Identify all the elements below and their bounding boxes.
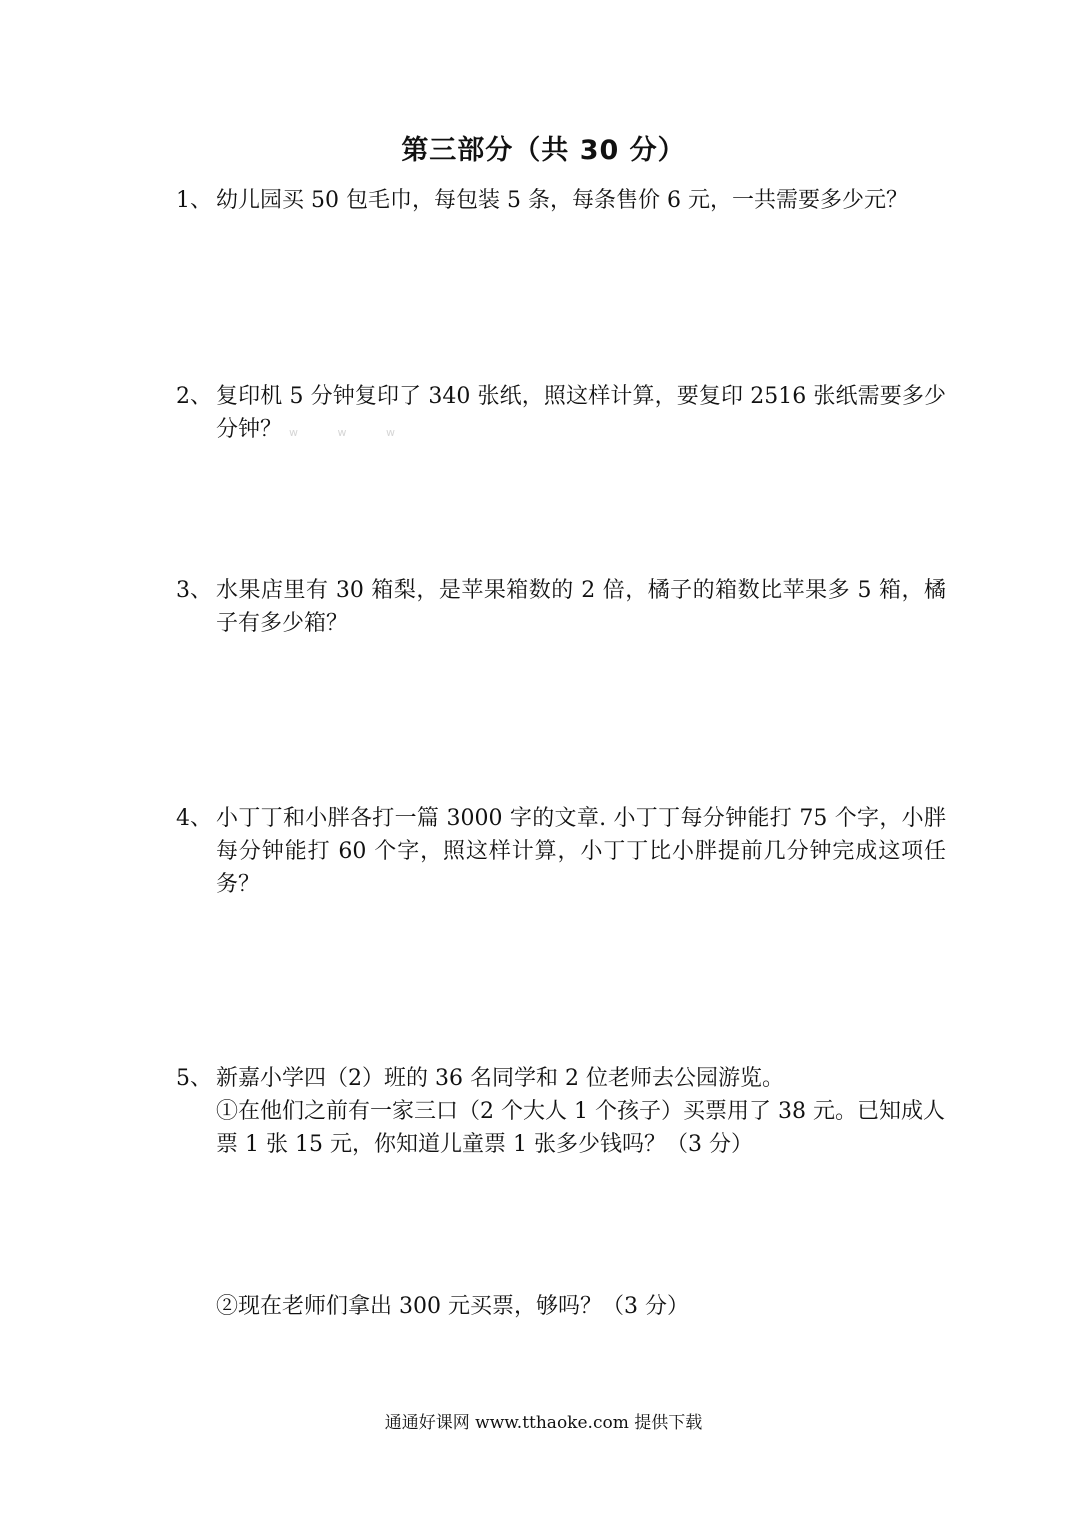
question-4 <box>176 802 946 901</box>
question-number: 2、 <box>176 384 212 409</box>
question-text-content: 复印机 5 分钟复印了 340 张纸，照这样计算，要复印 2516 张纸需要多少分钟？ <box>216 384 946 442</box>
question-number: 5、 <box>176 1066 212 1091</box>
page-footer: 通通好课网 www.tthaoke.com 提供下载 <box>384 1413 703 1433</box>
page-title: 第三部分（共 30 分） <box>401 135 686 166</box>
question-text: 水果店里有 30 箱梨，是苹果箱数的 2 倍，橘子的箱数比苹果多 5 箱，橘子有多少箱？ <box>216 578 946 636</box>
question-text: 新嘉小学四（2）班的 36 名同学和 2 位老师去公园游览。 <box>216 1066 784 1091</box>
question-number: 1、 <box>176 188 212 213</box>
question-number: 3、 <box>176 578 212 603</box>
question-1 <box>176 184 946 217</box>
faint-watermark: w w w <box>289 426 413 439</box>
question-5 <box>176 1062 946 1095</box>
question-text <box>216 380 946 449</box>
question-5-part-2: ②现在老师们拿出 300 元买票，够吗？（3 分） <box>216 1294 689 1319</box>
question-3 <box>176 574 946 640</box>
question-5-part-1: ①在他们之前有一家三口（2 个大人 1 个孩子）买票用了 38 元。已知成人票 1 张 15 元，你知道儿童票 1 张多少钱吗？（3 分） <box>216 1099 945 1157</box>
question-text: 小丁丁和小胖各打一篇 3000 字的文章. 小丁丁每分钟能打 75 个字，小胖每分钟能打 60 个字，照这样计算，小丁丁比小胖提前几分钟完成这项任务？ <box>216 806 946 897</box>
question-text: 幼儿园买 50 包毛巾，每包装 5 条，每条售价 6 元，一共需要多少元？ <box>216 188 908 213</box>
question-2 <box>176 380 946 449</box>
question-number: 4、 <box>176 806 212 831</box>
